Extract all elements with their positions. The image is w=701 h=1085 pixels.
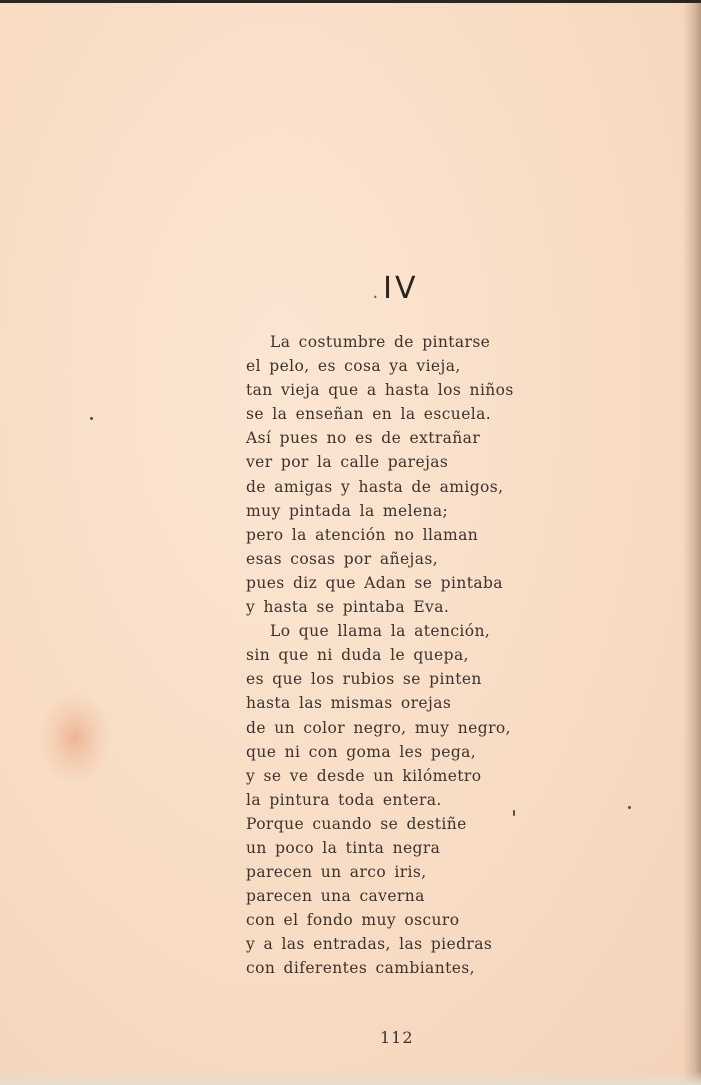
- poem-line: es que los rubios se pinten: [246, 670, 482, 689]
- poem-line: Lo que llama la atención,: [270, 622, 491, 641]
- page-bottom-edge: [0, 1071, 701, 1085]
- poem-line: Porque cuando se destiñe: [246, 814, 467, 833]
- poem-line: se la enseñan en la escuela.: [246, 405, 492, 424]
- poem-line: muy pintada la melena;: [246, 501, 449, 520]
- poem-line: Así pues no es de extrañar: [246, 429, 481, 448]
- poem-line: que ni con goma les pega,: [246, 742, 477, 761]
- poem-line: hasta las mismas orejas: [246, 694, 452, 713]
- chapter-heading: [0, 271, 701, 306]
- poem-line: tan vieja que a hasta los niños: [246, 381, 514, 400]
- chapter-numeral: IV: [383, 271, 419, 306]
- poem-line: y hasta se pintaba Eva.: [246, 598, 450, 617]
- poem-line: La costumbre de pintarse: [270, 333, 491, 351]
- poem-line: de un color negro, muy negro,: [246, 718, 511, 737]
- poem-line: parecen una caverna: [246, 887, 425, 906]
- poem-line: sin que ni duda le quepa,: [246, 646, 469, 665]
- poem-line: con el fondo muy oscuro: [246, 911, 460, 930]
- poem-line: y se ve desde un kilómetro: [246, 766, 482, 785]
- poem-line: el pelo, es cosa ya vieja,: [246, 357, 461, 376]
- poem-line: pero la atención no llaman: [246, 525, 479, 544]
- poem-line: parecen un arco iris,: [246, 863, 427, 882]
- poem-line: la pintura toda entera.: [246, 790, 442, 809]
- chapter-mark: .: [372, 282, 382, 303]
- paper-speck: [628, 806, 631, 809]
- page-edge-shadow: [683, 3, 701, 1085]
- paper-speck: [90, 417, 93, 420]
- poem-line: ver por la calle parejas: [246, 453, 449, 472]
- poem-line: un poco la tinta negra: [246, 838, 441, 857]
- poem-line: y a las entradas, las piedras: [246, 935, 493, 954]
- poem-line: esas cosas por añejas,: [246, 549, 439, 568]
- poem-line: de amigas y hasta de amigos,: [246, 477, 504, 496]
- poem-line: con diferentes cambiantes,: [246, 959, 475, 978]
- paper-stain: [40, 693, 110, 783]
- poem-line: pues diz que Adan se pintaba: [246, 573, 503, 592]
- page-number: 112: [380, 1028, 414, 1047]
- poem-text: [246, 330, 566, 981]
